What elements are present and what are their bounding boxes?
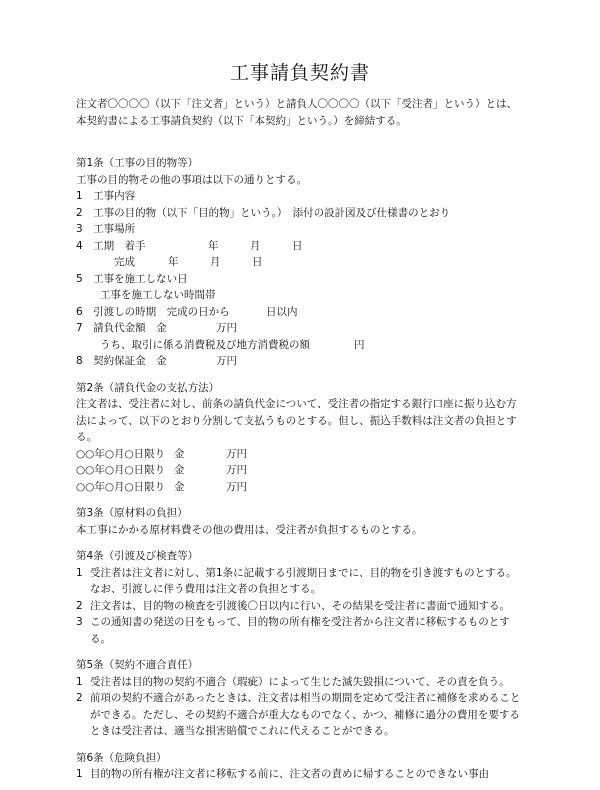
article-2 [76,380,526,496]
payment-3-label: 金 [174,480,185,493]
clause-number: 3 [76,616,83,628]
article-5-clause-1 [76,674,526,691]
item-4-complete-label: 完成 [114,256,135,268]
item-6-label: 6 引渡しの時期 完成の日から [76,305,230,318]
article-1-heading: 第1条（工事の目的物等） [76,157,199,169]
payment-row-2 [76,462,526,479]
clause-text: 注文者は、目的物の検査を引渡後〇日以内に行い、その結果を受注者に書面で通知する。 [90,599,510,612]
article-1-item-4-start [76,238,526,255]
article-4-heading: 第4条（引渡及び検査等） [76,550,199,562]
item-7-tax-label: うち、取引に係る消費税及び地方消費税の額 [100,338,310,351]
article-5-clause-2 [76,690,526,740]
payment-3-unit: 万円 [226,480,247,493]
article-4-clause-1 [76,565,526,598]
article-4 [76,548,526,647]
clause-text: 目的物の所有権が注文者に移転する前に、注文者の責めに帰することのできない事由 [90,768,489,780]
article-5 [76,657,526,740]
article-5-heading: 第5条（契約不適合責任） [76,659,199,671]
item-4-year: 年 [208,239,219,252]
article-1-item-1: 1 工事内容 [76,190,136,202]
payment-2-label: 金 [174,464,185,476]
payment-1-label: 金 [174,447,185,460]
clause-text: 受注者は注文者に対し、第1条に記載する引渡期日までに、目的物を引き渡すものとする。なお、引渡しに伴う費用は注文者の負担とする。 [90,566,517,595]
clause-number: 1 [76,566,83,579]
clause-number: 1 [76,675,83,688]
article-3 [76,505,526,538]
item-4-day: 日 [292,239,303,252]
article-3-text: 本工事にかかる原材料費その他の費用は、受注者が負担するものとする。 [76,523,423,536]
item-4-complete-month: 月 [210,256,221,268]
article-1-item-8 [76,353,526,370]
article-6 [76,750,526,783]
payment-1-date: ○○年○月○日限り [76,447,166,460]
clause-text: この通知書の発送の日をもって、目的物の所有権を受注者から注文者に移転するものとする。 [90,616,510,645]
clause-number: 2 [76,599,83,612]
item-6-unit: 日以内 [266,305,298,318]
clause-text: 前項の契約不適合があったときは、注文者は相当の期間を定めて受注者に補修を求めることができる。ただし、その契約不適合が重大なものでなく、かつ、補修に過分の費用を要するときは受注者は、適当な損害賠償でこれに代えることができる。 [90,692,521,737]
article-1-item-7-tax [76,337,526,354]
payment-3-date: ○○年○月○日限り [76,480,166,493]
document-title: 工事請負契約書 [229,62,370,84]
article-1-item-4-complete [76,254,526,271]
article-1 [76,155,526,370]
article-3-heading: 第3条（原材料の負担） [76,507,188,519]
item-4-complete-day: 日 [252,256,263,268]
article-1-item-6 [76,304,526,321]
clause-text: 受注者は目的物の契約不適合（瑕疵）によって生じた滅失毀損について、その責を負う。 [90,675,510,688]
payment-2-date: ○○年○月○日限り [76,464,166,476]
clause-number: 2 [76,692,83,704]
article-6-clause-1 [76,766,526,783]
item-8-unit: 万円 [216,355,237,367]
item-7-unit: 万円 [216,322,237,334]
article-2-text: 注文者は、受注者に対し、前条の請負代金について、受注者の指定する銀行口座に振り込む方法によって、以下のとおり分割して支払うものとする。但し、振込手数料は注文者の負担とする。 [76,398,517,443]
article-6-heading: 第6条（危険負担） [76,751,167,764]
article-1-item-7 [76,320,526,337]
item-4-label: 4 工期 着手 [76,239,146,252]
article-1-lead: 工事の目的物その他の事項は以下の通りとする。 [76,173,307,186]
payment-1-unit: 万円 [226,447,247,460]
item-4-complete-year: 年 [168,256,179,268]
article-4-clause-3 [76,614,526,647]
payment-2-unit: 万円 [226,464,247,476]
item-7-label: 7 請負代金額 金 [76,322,167,334]
intro-paragraph: 注文者〇〇〇〇（以下「注文者」という）と請負人〇〇〇〇（以下「受注者」という）とは、本契約書による工事請負契約（以下「本契約」という。）を締結する。 [76,98,517,127]
article-1-item-2: 2 工事の目的物（以下「目的物」という。） 添付の設計図及び仕様書のとおり [76,206,451,219]
payment-row-1 [76,446,526,463]
article-1-item-5: 5 工事を施工しない日 [76,272,188,285]
article-1-item-5b: 工事を施工しない時間帯 [100,289,216,301]
payment-row-3 [76,479,526,496]
article-4-clause-2 [76,598,526,615]
article-1-item-3: 3 工事場所 [76,223,136,235]
article-2-heading: 第2条（請負代金の支払方法） [76,381,220,394]
item-7-tax-unit: 円 [354,338,365,351]
item-4-month: 月 [250,239,261,252]
clause-number: 1 [76,768,83,780]
item-8-label: 8 契約保証金 金 [76,355,167,367]
document-body [76,96,526,783]
